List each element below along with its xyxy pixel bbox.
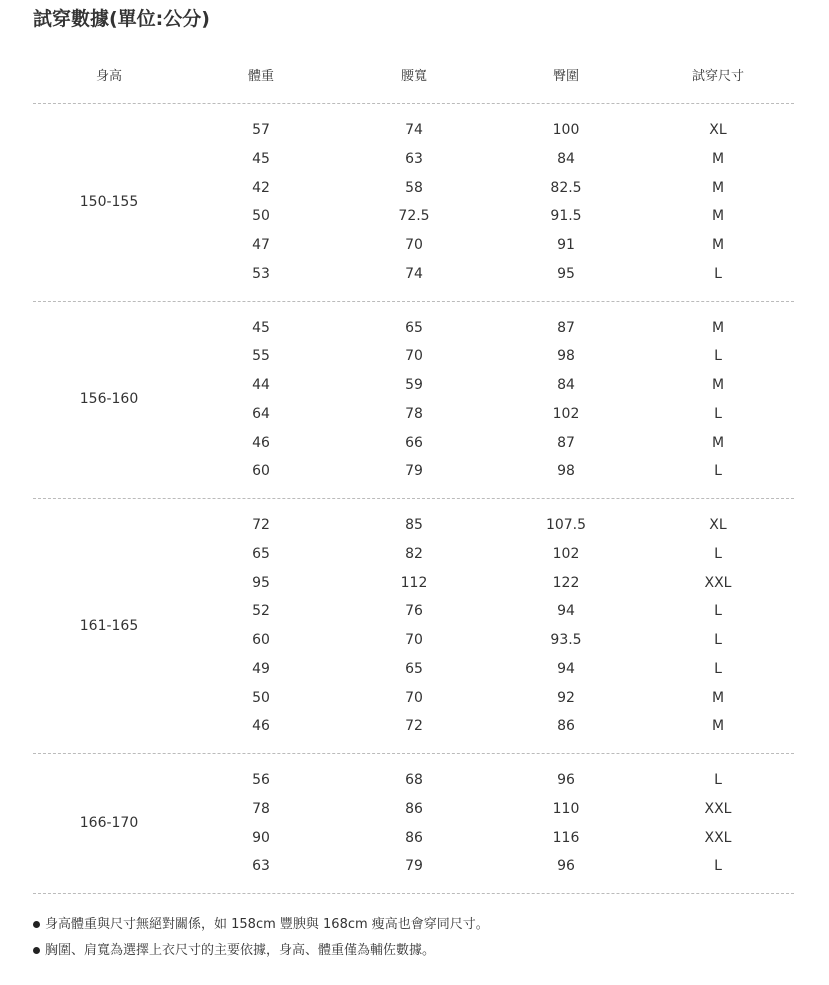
weight-cell: 55 <box>252 348 270 365</box>
table-header <box>33 63 794 91</box>
weight-cell: 57 <box>252 122 270 138</box>
table-row <box>33 202 794 231</box>
waist-cell: 65 <box>405 660 423 677</box>
waist-cell: 72 <box>405 718 423 735</box>
header-waist: 腰寬 <box>400 69 427 84</box>
waist-cell: 58 <box>405 179 423 196</box>
weight-cell: 78 <box>252 800 270 817</box>
waist-cell: 70 <box>405 632 423 648</box>
hip-cell: 98 <box>557 463 575 480</box>
table-row <box>33 540 794 569</box>
size-cell: M <box>711 150 725 167</box>
waist-cell: 72.5 <box>398 208 430 225</box>
height-range-cell: 156-160 <box>79 391 139 408</box>
hip-cell: 94 <box>557 660 575 677</box>
size-cell: M <box>711 689 725 706</box>
weight-cell: 56 <box>252 772 270 788</box>
height-group <box>33 753 794 893</box>
size-cell: M <box>711 319 725 336</box>
waist-cell: 79 <box>405 858 423 875</box>
weight-cell: 95 <box>252 574 270 591</box>
row-divider <box>33 893 794 894</box>
weight-cell: 90 <box>252 829 270 846</box>
size-cell: L <box>714 858 722 875</box>
size-cell: L <box>714 463 722 480</box>
weight-cell: 65 <box>252 545 270 562</box>
weight-cell: 42 <box>252 179 270 196</box>
height-group <box>33 498 794 753</box>
weight-cell: 64 <box>252 405 270 422</box>
hip-cell: 96 <box>557 858 575 875</box>
weight-cell: 72 <box>252 517 270 533</box>
hip-cell: 84 <box>557 150 575 167</box>
note-text: 身高體重與尺寸無絕對關係，如 158cm 豐腴與 168cm 瘦高也會穿同尺寸。 <box>45 917 489 932</box>
hip-cell: 98 <box>557 348 575 365</box>
weight-cell: 50 <box>252 208 270 225</box>
weight-cell: 60 <box>252 463 270 480</box>
size-cell: L <box>714 348 722 365</box>
size-cell: L <box>714 405 722 422</box>
weight-cell: 50 <box>252 689 270 706</box>
size-cell: XXL <box>704 829 732 846</box>
table-row <box>33 511 794 540</box>
header-size: 試穿尺寸 <box>691 69 744 84</box>
table-row <box>33 145 794 174</box>
note-item <box>33 938 803 964</box>
page-title: 試穿數據(單位:公分) <box>33 8 210 30</box>
hip-cell: 110 <box>552 800 580 817</box>
size-cell: XL <box>709 517 727 533</box>
waist-cell: 79 <box>405 463 423 480</box>
waist-cell: 86 <box>405 800 423 817</box>
size-cell: M <box>711 377 725 393</box>
size-cell: L <box>714 632 722 648</box>
hip-cell: 84 <box>557 377 575 393</box>
size-cell: L <box>714 772 722 788</box>
hip-cell: 94 <box>557 603 575 620</box>
weight-cell: 49 <box>252 660 270 677</box>
note-text: 胸圍、肩寬為選擇上衣尺寸的主要依據，身高、體重僅為輔佐數據。 <box>45 943 436 958</box>
header-weight: 體重 <box>247 69 274 84</box>
size-cell: M <box>711 179 725 196</box>
table-row <box>33 712 794 741</box>
weight-cell: 53 <box>252 265 270 282</box>
table-row <box>33 371 794 400</box>
size-cell: L <box>714 545 722 562</box>
table-row <box>33 655 794 684</box>
weight-cell: 63 <box>252 858 270 875</box>
weight-cell: 60 <box>252 632 270 648</box>
bullet-icon <box>33 921 40 928</box>
hip-cell: 82.5 <box>550 179 582 196</box>
hip-cell: 100 <box>552 122 580 138</box>
hip-cell: 95 <box>557 265 575 282</box>
waist-cell: 112 <box>400 574 428 591</box>
height-range-cell: 161-165 <box>79 617 139 634</box>
table-row <box>33 457 794 486</box>
weight-cell: 52 <box>252 603 270 620</box>
table-row <box>33 684 794 713</box>
waist-cell: 59 <box>405 377 423 393</box>
hip-cell: 96 <box>557 772 575 788</box>
size-cell: M <box>711 434 725 451</box>
table-row <box>33 626 794 655</box>
size-cell: XXL <box>704 574 732 591</box>
hip-cell: 122 <box>552 574 580 591</box>
table-row <box>33 260 794 289</box>
waist-cell: 76 <box>405 603 423 620</box>
size-cell: L <box>714 603 722 620</box>
waist-cell: 74 <box>405 122 423 138</box>
height-group <box>33 301 794 499</box>
size-cell: XXL <box>704 800 732 817</box>
table-row <box>33 342 794 371</box>
table-row <box>33 116 794 145</box>
hip-cell: 91.5 <box>550 208 582 225</box>
height-range-cell: 166-170 <box>79 815 139 831</box>
header-hip: 臀圍 <box>552 69 579 84</box>
table-row <box>33 429 794 458</box>
height-group <box>33 103 794 301</box>
hip-cell: 86 <box>557 718 575 735</box>
waist-cell: 86 <box>405 829 423 846</box>
notes-list <box>33 912 803 964</box>
waist-cell: 65 <box>405 319 423 336</box>
hip-cell: 91 <box>557 237 575 253</box>
waist-cell: 63 <box>405 150 423 167</box>
size-cell: M <box>711 208 725 225</box>
table-row <box>33 852 794 881</box>
table-row <box>33 400 794 429</box>
size-cell: XL <box>709 122 727 138</box>
waist-cell: 78 <box>405 405 423 422</box>
hip-cell: 93.5 <box>550 632 582 648</box>
size-cell: L <box>714 660 722 677</box>
weight-cell: 46 <box>252 718 270 735</box>
waist-cell: 70 <box>405 689 423 706</box>
hip-cell: 107.5 <box>545 517 587 533</box>
weight-cell: 46 <box>252 434 270 451</box>
table-row <box>33 231 794 260</box>
waist-cell: 85 <box>405 517 423 533</box>
size-cell: M <box>711 718 725 735</box>
waist-cell: 68 <box>405 772 423 788</box>
hip-cell: 87 <box>557 319 575 336</box>
table-row <box>33 174 794 203</box>
table-row <box>33 569 794 598</box>
hip-cell: 116 <box>552 829 580 846</box>
waist-cell: 82 <box>405 545 423 562</box>
hip-cell: 102 <box>552 545 580 562</box>
weight-cell: 45 <box>252 150 270 167</box>
table-row <box>33 795 794 824</box>
waist-cell: 66 <box>405 434 423 451</box>
table-row <box>33 597 794 626</box>
hip-cell: 102 <box>552 405 580 422</box>
size-cell: M <box>711 237 725 253</box>
table-row <box>33 766 794 795</box>
waist-cell: 70 <box>405 348 423 365</box>
header-height: 身高 <box>95 69 122 84</box>
weight-cell: 47 <box>252 237 270 253</box>
table-row <box>33 824 794 853</box>
waist-cell: 74 <box>405 265 423 282</box>
height-range-cell: 150-155 <box>79 193 139 210</box>
hip-cell: 92 <box>557 689 575 706</box>
note-item <box>33 912 803 938</box>
hip-cell: 87 <box>557 434 575 451</box>
table-row <box>33 314 794 343</box>
waist-cell: 70 <box>405 237 423 253</box>
bullet-icon <box>33 947 40 954</box>
weight-cell: 44 <box>252 377 270 393</box>
size-cell: L <box>714 265 722 282</box>
weight-cell: 45 <box>252 319 270 336</box>
